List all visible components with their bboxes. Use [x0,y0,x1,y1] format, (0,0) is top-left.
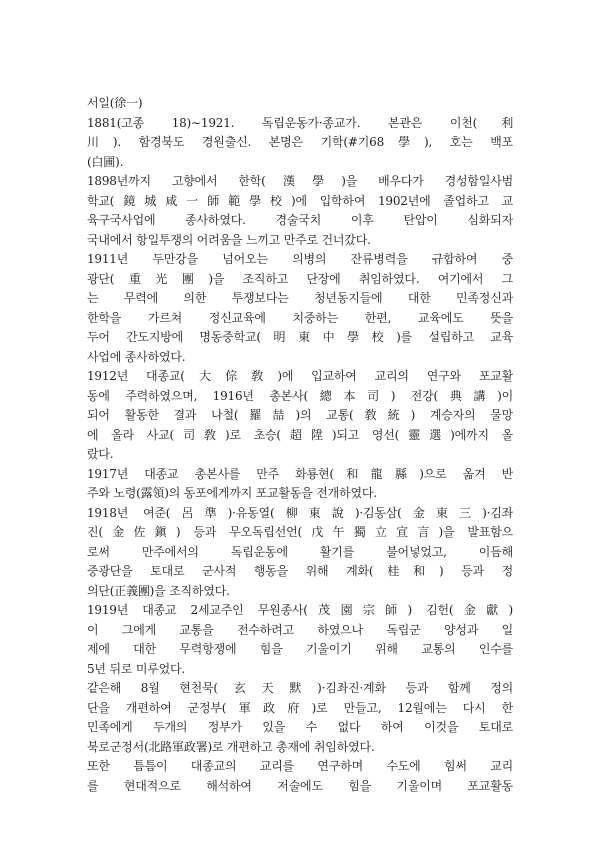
biography-text [87,94,513,796]
text-line: 동에 주력하였으며, 1916년 총본사(總本司) 전강(典講)이 [87,388,513,403]
text-line: 광단(重光團)을 조직하고 단장에 취임하였다. 여기에서 그 [87,271,513,286]
text-line: 랐다. [87,447,114,461]
text-line: 1917년 대종교 총본사를 만주 화룡현(和龍縣)으로 옮겨 반 [87,466,513,481]
text-line: 1911년 두만강을 넘어오는 의병의 잔류병력을 규합하여 중 [87,252,513,266]
text-line: 국내에서 항일투쟁의 어려움을 느끼고 만주로 건너갔다. [87,232,371,247]
text-line: 1898년까지 고향에서 한학(漢學)을 배우다가 경성함일사범 [87,174,513,188]
text-line: 를 현대적으로 해석하여 저술에도 힘을 기울이며 포교활동 [87,778,513,793]
text-line: 주와 노령(露領)의 동포에게까지 포교활동을 전개하였다. [87,486,377,500]
text-line: 의단(正義團)을 조직하였다. [87,583,230,598]
text-line: 북로군정서(北路軍政署)로 개편하고 총재에 취임하였다. [87,739,375,754]
text-line: 되어 활동한 결과 나철(羅喆)의 교통(敎統) 계승자의 물망 [87,408,513,422]
text-line: 사업에 종사하였다. [87,349,186,364]
text-line: 제에 대한 무력항쟁에 힘을 기울이기 위해 교통의 인수를 [87,642,513,656]
text-line: 육구국사업에 종사하였다. 경술국치 이후 탄압이 심화되자 [87,213,513,227]
text-line: 로써 만주에서의 독립운동에 활기를 불어넣었고, 이듬해 [87,544,513,559]
text-line: 이 그에게 교통을 전수하려고 하였으나 독립군 양성과 일 [87,622,513,637]
text-line: 1918년 여준(呂準)·유동열(柳東說)·김동삼(金東三)·김좌 [87,505,513,520]
text-line: (白圃). [87,154,124,169]
text-line: 같은해 8월 현천묵(玄天默)·김좌진·계화 등과 함께 정의 [87,681,513,695]
text-line: 또한 틈틈이 대종교의 교리를 연구하며 수도에 힘써 교리 [87,759,513,773]
text-line: 川). 함경북도 경원출신. 본명은 기학(#기68學), 호는 백포 [87,135,513,149]
text-line: 에 올라 사교(司敎)로 초승(超陞)되고 영선(靈選)에까지 올 [87,427,513,442]
text-line: 1881(고종 18)∼1921. 독립운동가·종교가. 본관은 이천(利 [87,115,513,130]
entry-title: 서일(徐一) [87,96,143,110]
text-line: 진(金佐鎭) 등과 무오독립선언(戊午獨立宣言)을 발표함으 [87,525,513,539]
text-line: 한학을 가르쳐 정신교육에 치중하는 한편, 교육에도 뜻을 [87,310,513,325]
text-line: 단을 개편하여 군정부(軍政府)로 만들고, 12월에는 다시 한 [87,700,513,715]
text-line: 5년 뒤로 미루었다. [87,661,186,676]
text-line: 학교(鏡城咸一師範學校)에 입학하여 1902년에 졸업하고 교 [87,193,513,208]
text-line: 는 무력에 의한 투쟁보다는 청년동지들에 대한 민족정신과 [87,291,513,305]
text-line: 1919년 대종교 2세교주인 무원종사(茂園宗師) 김헌(金獻) [87,603,513,617]
text-line: 두어 간도지방에 명동중학교(明東中學校)를 설립하고 교육 [87,330,513,344]
text-line: 1912년 대종교(大倧敎)에 입교하여 교리의 연구와 포교활 [87,369,513,383]
text-line: 중광단을 토대로 군사적 행동을 위해 계화(桂和) 등과 정 [87,564,513,578]
text-line: 민족에게 두개의 정부가 있을 수 없다 하여 이것을 토대로 [87,720,513,734]
